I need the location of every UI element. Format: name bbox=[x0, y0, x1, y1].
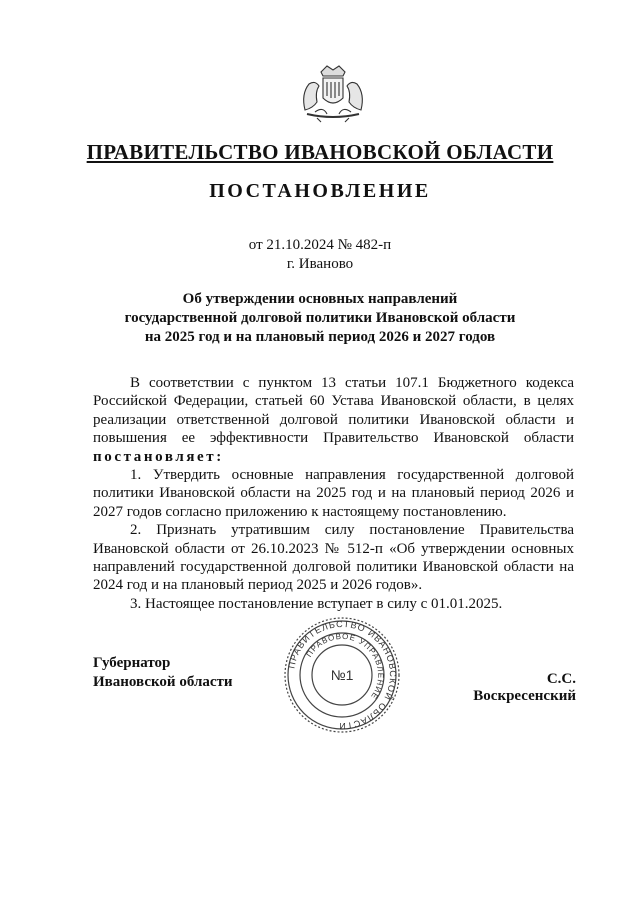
signatory-position bbox=[93, 654, 233, 692]
title-line: на 2025 год и на плановый период 2026 и 2027 годов bbox=[144, 329, 496, 345]
document-title bbox=[0, 290, 640, 347]
seal-outer-text: ПРАВИТЕЛЬСТВО ИВАНОВСКОЙ ОБЛАСТИ bbox=[286, 618, 399, 732]
signatory-name: С.С. Воскресенский bbox=[473, 671, 576, 704]
title-line: Об утверждении основных направлений bbox=[182, 291, 458, 307]
organization-heading: ПРАВИТЕЛЬСТВО ИВАНОВСКОЙ ОБЛАСТИ bbox=[86, 140, 554, 164]
item-2: 2. Признать утратившим силу постановление Правительства Ивановской области от 26.10.2023 № 512-п «Об утверждении основных направлений государственной долговой политики Ивановской области на 2024 год и на плановый период 2025 и 2026 годов». bbox=[93, 522, 574, 594]
document-body bbox=[93, 374, 574, 613]
title-line: государственной долговой политики Ивановской области bbox=[124, 310, 516, 326]
decree-word: постановляет bbox=[93, 448, 217, 465]
item-3: 3. Настоящее постановление вступает в силу с 01.01.2025. bbox=[130, 595, 503, 612]
position-line: Губернатор bbox=[93, 655, 171, 671]
preamble-paragraph bbox=[93, 374, 574, 466]
preamble-text: В соответствии с пунктом 13 статьи 107.1 Бюджетного кодекса Российской Федерации, статьей 60 Устава Ивановской области, в целях реализации ответственной долговой политики Ивановской области и повышения ее эффективности Правительство Ивановской области bbox=[93, 375, 574, 447]
seal-number: №1 bbox=[330, 667, 354, 683]
seal-inner-text: ПРАВОВОЕ УПРАВЛЕНИЕ bbox=[304, 631, 386, 702]
official-seal-stamp bbox=[283, 616, 401, 734]
document-type-heading: ПОСТАНОВЛЕНИЕ bbox=[209, 180, 431, 202]
coat-of-arms-emblem bbox=[297, 62, 369, 124]
item-1: 1. Утвердить основные направления государственной долговой политики Ивановской области на 2025 год и на плановый период 2026 и 2027 годов согласно приложению к настоящему постановлению. bbox=[93, 467, 574, 520]
date-number-block bbox=[0, 236, 640, 274]
date-number: от 21.10.2024 № 482-п bbox=[248, 237, 392, 253]
city: г. Иваново bbox=[286, 256, 354, 272]
position-line: Ивановской области bbox=[93, 674, 233, 690]
decree-colon: : bbox=[216, 448, 222, 465]
